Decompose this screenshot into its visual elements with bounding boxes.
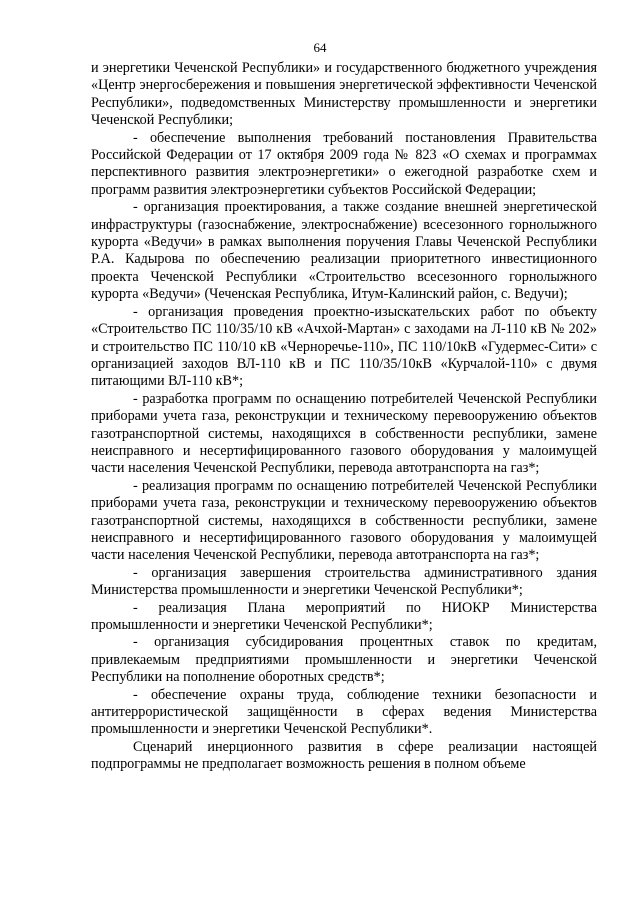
list-item-admin-building: - организация завершения строительства административного здания Министерства промышленности и энергетики Чеченской Республики*; bbox=[91, 564, 597, 599]
list-item-gas-program-development: - разработка программ по оснащению потребителей Чеченской Республики приборами учета газа, реконструкции и техническому перевооружению объектов газотранспортной системы, находящихся в собственности республики, замене неисправного и несертифицированного газового оборудования у малоимущей части населения Чеченской Республики, перевода автотранспорта на газ*; bbox=[91, 390, 597, 477]
list-item-substation-survey: - организация проведения проектно-изыскательских работ по объекту «Строительство ПС 110/35/10 кВ «Ачхой-Мартан» с заходами на Л-110 кВ № 202» и строительство ПС 110/10 кВ «Черноречье-110», ПС 110/10кВ «Гудермес-Сити» с организацией заходов ВЛ-110 кВ и ПС 110/35/10кВ «Курчалой-110» с двумя питающими ВЛ-110 кВ*; bbox=[91, 303, 597, 390]
list-item-gas-program-implementation: - реализация программ по оснащению потребителей Чеченской Республики приборами учета газа, реконструкции и техническому перевооружению объектов газотранспортной системы, находящихся в собственности республики, замене неисправного и несертифицированного газового оборудования у малоимущей части населения Чеченской Республики, перевода автотранспорта на газ*; bbox=[91, 477, 597, 564]
list-item-labor-safety: - обеспечение охраны труда, соблюдение техники безопасности и антитеррористической защищённости в сферах ведения Министерства промышленности и энергетики Чеченской Республики*. bbox=[91, 686, 597, 738]
list-item-rnd-plan: - реализация Плана мероприятий по НИОКР Министерства промышленности и энергетики Чеченской Республики*; bbox=[91, 599, 597, 633]
list-item-interest-subsidy: - организация субсидирования процентных ставок по кредитам, привлекаемым предприятиями промышленности и энергетики Чеченской Республики на пополнение оборотных средств*; bbox=[91, 634, 597, 686]
page-number: 64 bbox=[313, 40, 327, 55]
document-body bbox=[91, 60, 597, 774]
list-item-decree-823: - обеспечение выполнения требований постановления Правительства Российской Федерации от 17 октября 2009 года № 823 «О схемах и программах перспективного развития электроэнергетики» о ежегодной разработке схем и программ развития электроэнергетики субъектов Российской Федерации; bbox=[91, 129, 597, 198]
paragraph-continuation: и энергетики Чеченской Республики» и государственного бюджетного учреждения «Центр энергосбережения и повышения энергетической эффективности Чеченской Республики», подведомственных Министерству промышленности и энергетики Чеченской Республики; bbox=[91, 60, 597, 129]
list-item-veduchi-infrastructure: - организация проектирования, а также создание внешней энергетической инфраструктуры (газоснабжение, электроснабжение) всесезонного горнолыжного курорта «Ведучи» в рамках выполнения поручения Главы Чеченской Республики Р.А. Кадырова по обеспечению реализации приоритетного инвестиционного проекта Чеченской Республики «Строительство всесезонного горнолыжного курорта «Ведучи» (Чеченская Республика, Итум-Калинский район, с. Ведучи); bbox=[91, 199, 597, 303]
paragraph-inertial-scenario: Сценарий инерционного развития в сфере реализации настоящей подпрограммы не предполагает возможность решения в полном объеме bbox=[91, 738, 597, 773]
